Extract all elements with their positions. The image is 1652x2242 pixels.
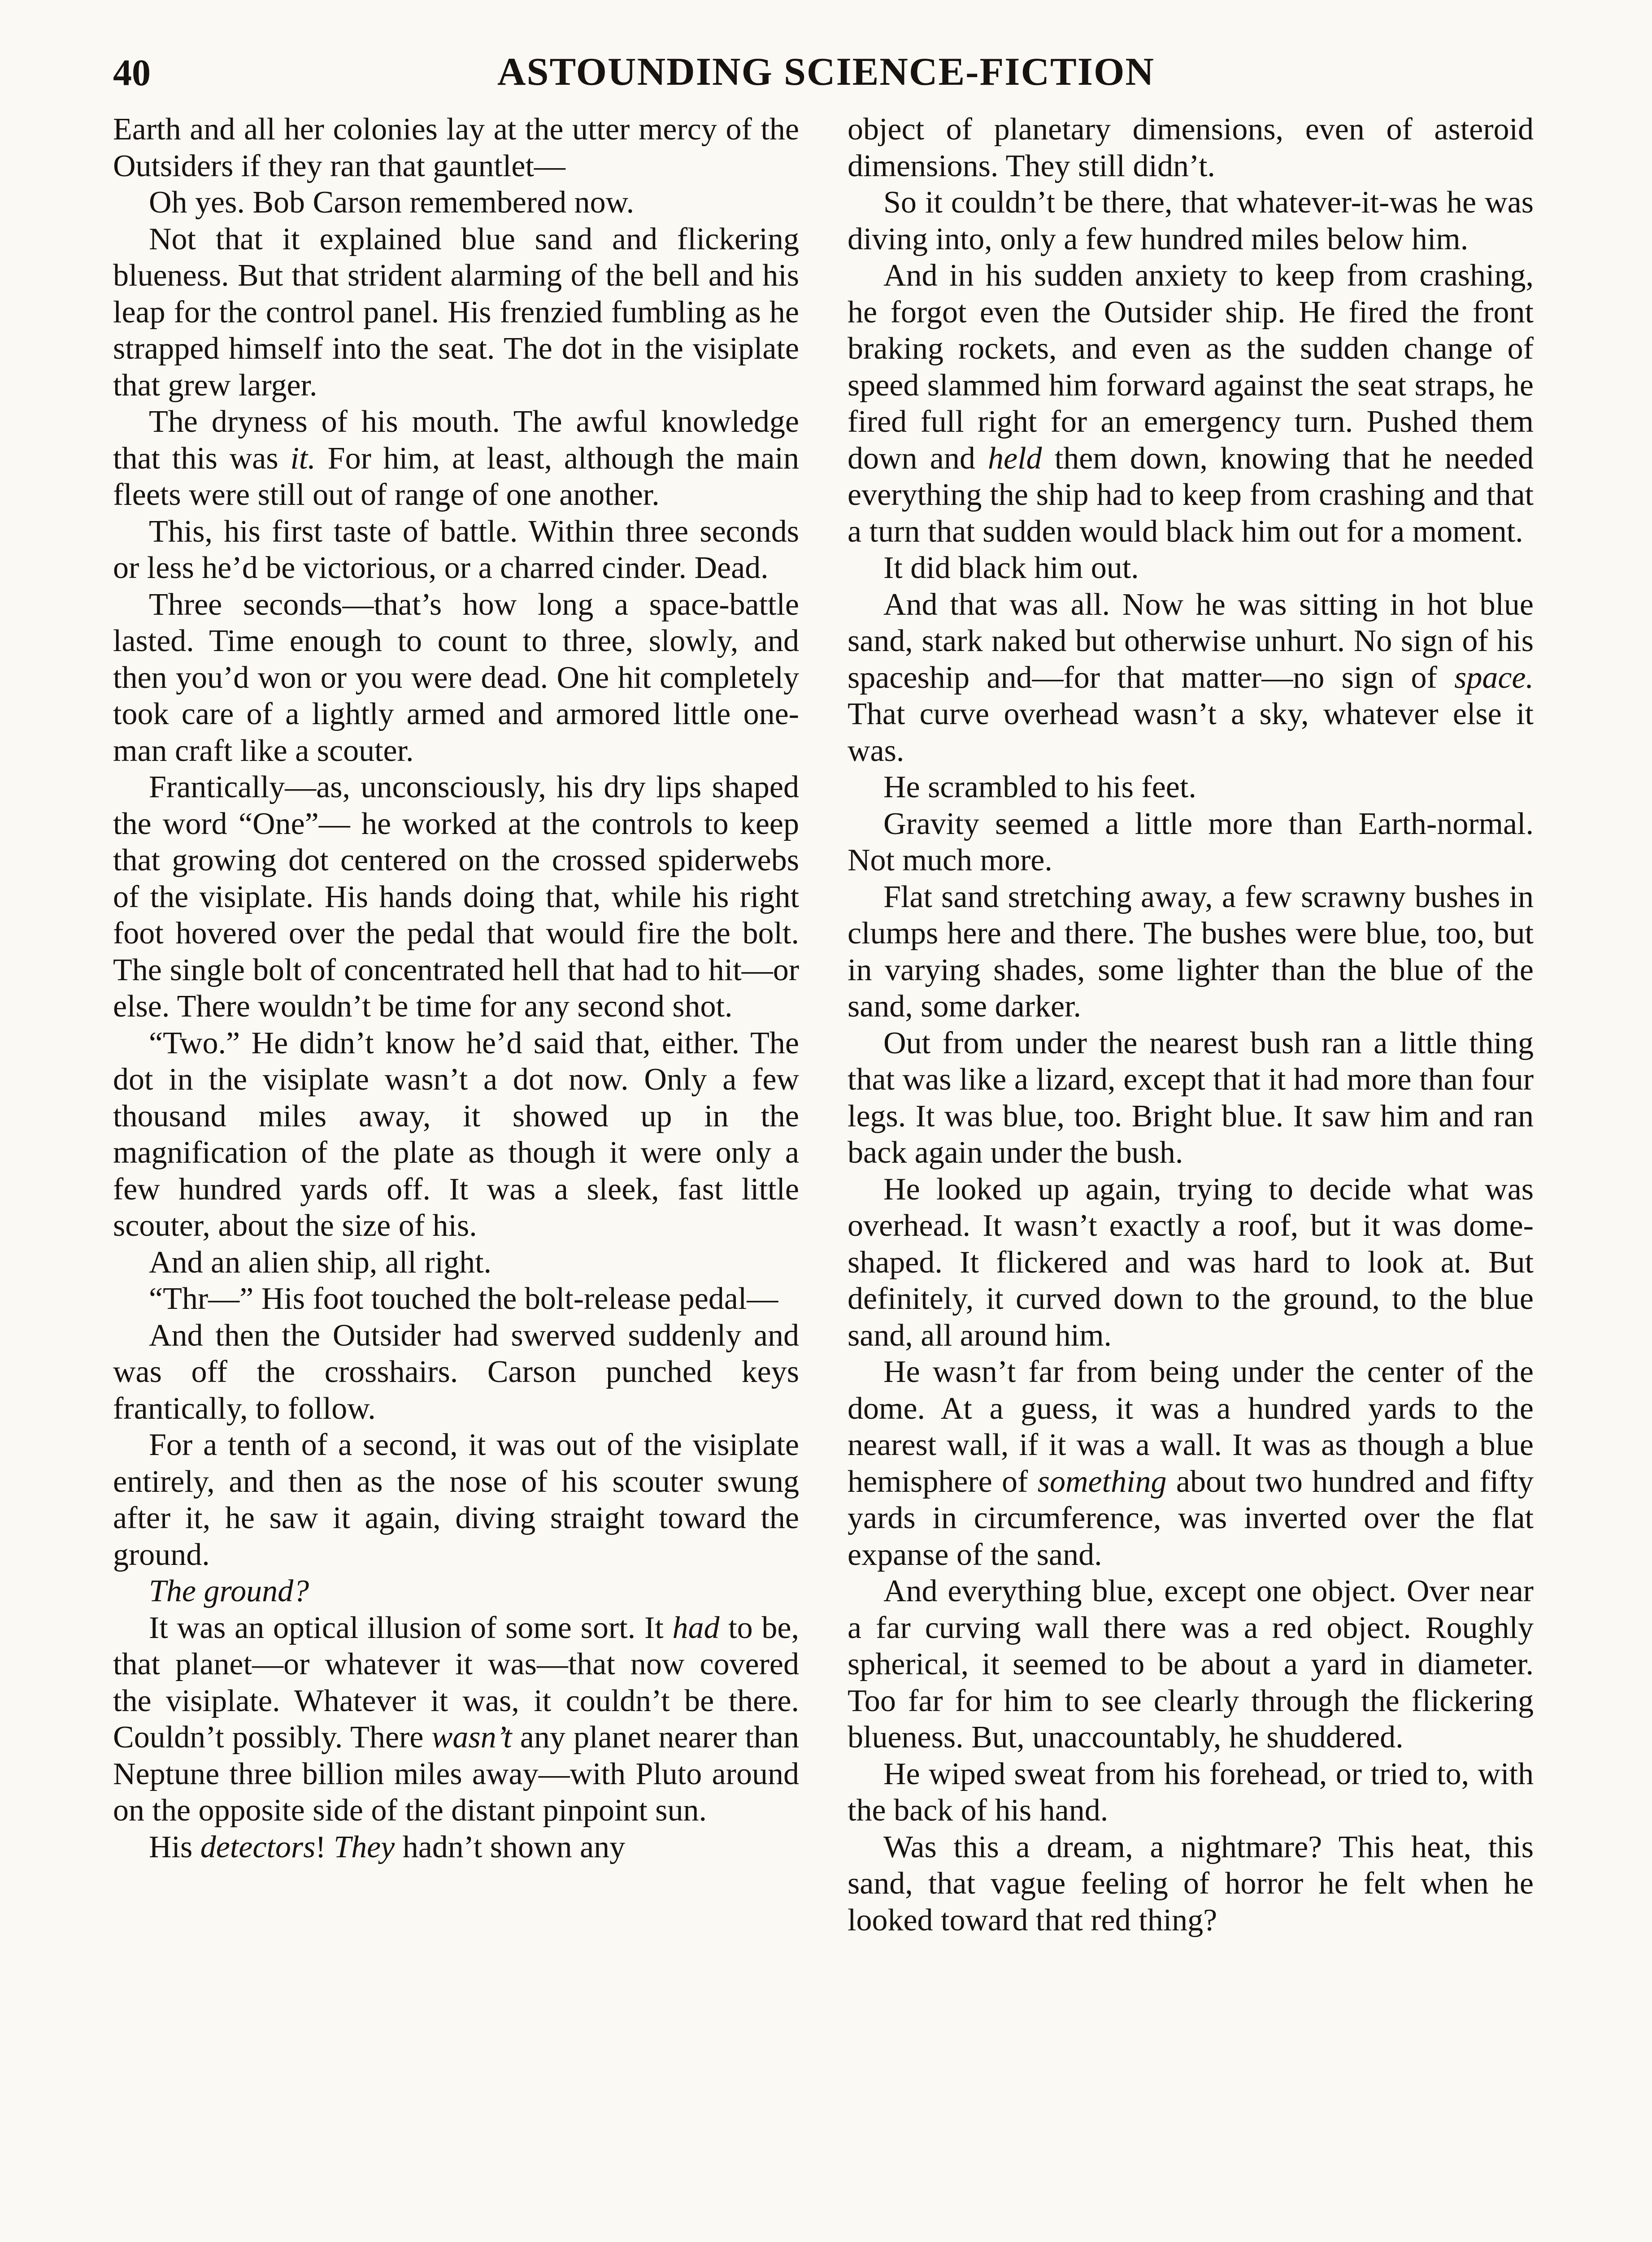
text-run: Earth and all her colonies lay at the utter mercy of the Outsiders if they ran that gauntlet— [113, 112, 799, 183]
italic-text: detectors [200, 1829, 316, 1864]
italic-text: held [988, 441, 1042, 476]
paragraph [113, 1281, 799, 1317]
text-run: any planet nearer than Neptune three billion miles away—with Pluto around on the opposite side of the distant pinpoint sun. [113, 1720, 799, 1828]
text-run: He scrambled to his feet. [883, 770, 1196, 804]
text-run: For a tenth of a second, it was out of the visiplate entirely, and then as the nose of his scouter swung after it, he saw it again, diving straight toward the ground. [113, 1428, 799, 1572]
paragraph [113, 1025, 799, 1244]
text-run: It was an optical illusion of some sort. It [149, 1610, 673, 1645]
page-header [113, 49, 1539, 108]
paragraph [848, 1025, 1534, 1171]
paragraph [848, 550, 1534, 587]
paragraph [113, 1317, 799, 1427]
paragraph [113, 1573, 799, 1610]
text-run: “Thr—” His foot touched the bolt-release pedal— [149, 1282, 778, 1316]
text-run: ! [315, 1829, 334, 1864]
italic-text: They [334, 1829, 395, 1864]
text-run: to be, that planet—or whatever it was—that now covered the visiplate. Whatever it was, it couldn’t be there. Couldn’t possibly. There [113, 1610, 799, 1755]
text-run: His [149, 1829, 200, 1864]
italic-text: The ground? [149, 1574, 309, 1608]
italic-text: it. [290, 441, 316, 476]
paragraph [113, 184, 799, 221]
italic-text: wasn’t [431, 1720, 512, 1755]
paragraph [113, 769, 799, 1025]
text-run: Not that it explained blue sand and flickering blueness. But that strident alarming of the bell and his leap for the control panel. His frenzied fumbling as he strapped himself into the seat. The dot in the visiplate that grew larger. [113, 222, 799, 403]
text-run: Three seconds—that’s how long a space-battle lasted. Time enough to count to three, slowly, and then you’d won or you were dead. One hit completely took care of a lightly armed and armored little one-man craft like a scouter. [113, 587, 799, 768]
paragraph [113, 1829, 799, 1866]
text-run: them down, knowing that he needed everything the ship had to keep from crashing and that a turn that sudden would black him out for a moment. [848, 441, 1534, 549]
text-run: Oh yes. Bob Carson remembered now. [149, 185, 635, 220]
text-run: hadn’t shown any [395, 1829, 626, 1864]
paragraph [848, 257, 1534, 550]
text-run: “Two.” He didn’t know he’d said that, either. The dot in the visiplate wasn’t a dot now. Only a few thousand miles away, it showed up in the magnification of the plate as though it were only a few hundred yards off. It was a sleek, fast little scouter, about the size of his. [113, 1025, 799, 1243]
page-number: 40 [113, 52, 151, 94]
paragraph [848, 1829, 1534, 1939]
text-run: Out from under the nearest bush ran a little thing that was like a lizard, except that it had more than four legs. It was blue, too. Bright blue. It saw him and ran back again under the bush. [848, 1025, 1534, 1170]
text-run: Frantically—as, unconsciously, his dry lips shaped the word “One”— he worked at the controls to keep that growing dot centered on the crossed spiderwebs of the visiplate. His hands doing that, while his right foot hovered over the pedal that would fire the bolt. The single bolt of concentrated hell that had to hit—or else. There wouldn’t be time for any second shot. [113, 770, 799, 1024]
text-run: For him, at least, although the main fleets were still out of range of one another. [113, 441, 799, 512]
paragraph [848, 879, 1534, 1025]
text-run: That curve overhead wasn’t a sky, whatever else it was. [848, 697, 1534, 768]
text-run: And everything blue, except one object. Over near a far curving wall there was a red object. Roughly spherical, it seemed to be about a yard in diameter. Too far for him to see clearly through the flickering blueness. But, unaccountably, he shuddered. [848, 1574, 1534, 1755]
text-run: Gravity seemed a little more than Earth-normal. Not much more. [848, 806, 1534, 878]
italic-text: space. [1454, 660, 1534, 695]
text-run: Flat sand stretching away, a few scrawny bushes in clumps here and there. The bushes were blue, too, but in varying shades, some lighter than the blue of the sand, some darker. [848, 879, 1534, 1024]
text-run: And then the Outsider had swerved suddenly and was off the crosshairs. Carson punched keys frantically, to follow. [113, 1318, 799, 1426]
paragraph [848, 769, 1534, 806]
text-run: This, his first taste of battle. Within three seconds or less he’d be victorious, or a charred cinder. Dead. [113, 514, 799, 585]
paragraph [113, 513, 799, 587]
right-text-column [848, 111, 1534, 1938]
paragraph [113, 1610, 799, 1829]
paragraph [848, 111, 1534, 184]
text-run: And that was all. Now he was sitting in hot blue sand, stark naked but otherwise unhurt. No sign of his spaceship and—for that matter—no sign of [848, 587, 1534, 695]
text-run: And in his sudden anxiety to keep from crashing, he forgot even the Outsider ship. He fired the front braking rockets, and even as the sudden change of speed slammed him forward against the seat straps, he fired full right for an emergency turn. Pushed them down and [848, 258, 1534, 476]
paragraph [113, 1427, 799, 1573]
text-run: He looked up again, trying to decide what was overhead. It wasn’t exactly a roof, but it was dome-shaped. It flickered and was hard to look at. But definitely, it curved down to the ground, to the blue sand, all around him. [848, 1172, 1534, 1353]
italic-text: had [672, 1610, 720, 1645]
paragraph [848, 184, 1534, 257]
paragraph [848, 587, 1534, 769]
text-run: about two hundred and fifty yards in circumference, was inverted over the flat expanse of the sand. [848, 1464, 1534, 1572]
paragraph [848, 1354, 1534, 1573]
text-run: And an alien ship, all right. [149, 1245, 492, 1280]
text-run: It did black him out. [883, 551, 1139, 585]
text-run: The dryness of his mouth. The awful knowledge that this was [113, 404, 799, 476]
text-run: So it couldn’t be there, that whatever-it-was he was diving into, only a few hundred miles below him. [848, 185, 1534, 256]
text-run: object of planetary dimensions, even of asteroid dimensions. They still didn’t. [848, 112, 1534, 183]
text-run: He wiped sweat from his forehead, or tried to, with the back of his hand. [848, 1756, 1534, 1828]
paragraph [848, 1573, 1534, 1756]
paragraph [113, 1244, 799, 1281]
paragraph [848, 1171, 1534, 1354]
paragraph [113, 587, 799, 769]
paragraph [113, 404, 799, 513]
paragraph [848, 1756, 1534, 1829]
paragraph [113, 221, 799, 404]
italic-text: something [1037, 1464, 1167, 1499]
paragraph [113, 111, 799, 184]
text-run: Was this a dream, a nightmare? This heat, this sand, that vague feeling of horror he felt when he looked toward that red thing? [848, 1829, 1534, 1938]
paragraph [848, 806, 1534, 879]
text-run: He wasn’t far from being under the center of the dome. At a guess, it was a hundred yards to the nearest wall, if it was a wall. It was as though a blue hemisphere of [848, 1355, 1534, 1499]
left-text-column [113, 111, 799, 1865]
running-title: ASTOUNDING SCIENCE-FICTION [497, 50, 1155, 94]
